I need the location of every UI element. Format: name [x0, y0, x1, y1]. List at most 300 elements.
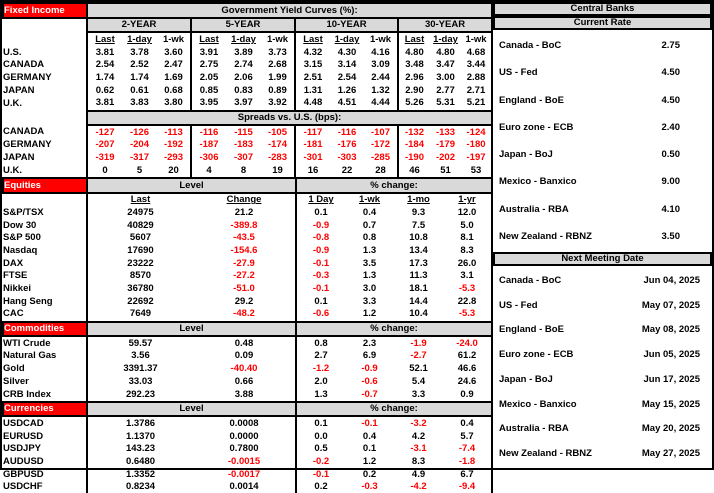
spread-cell: 0 — [87, 164, 122, 177]
change-cell: 21.2 — [234, 206, 254, 218]
spread-cell: -207 — [87, 139, 122, 152]
pct-change-title: % change: — [296, 402, 492, 417]
pct-cell: -0.1 — [296, 257, 345, 270]
yield-cell: 3.89 — [234, 46, 253, 58]
pct-cell: 46.6 — [443, 363, 492, 376]
pct-cell: 0.1 — [296, 295, 345, 308]
table-row — [3, 46, 492, 59]
level-title: Level — [87, 178, 296, 193]
pct-cell: 3.1 — [443, 270, 492, 283]
col-header-change: Change — [226, 194, 262, 206]
level-cell: 1.1370 — [87, 430, 193, 443]
pct-cell: 5.7 — [443, 430, 492, 443]
pct-cell: 2.7 — [296, 350, 345, 363]
meeting-date: Jun 04, 2025 — [643, 274, 700, 286]
yield-cell: 3.48 — [398, 59, 430, 72]
yield-cell: 2.88 — [461, 71, 492, 84]
rate-value: 2.40 — [661, 121, 680, 133]
pct-cell: 0.1 — [362, 443, 377, 455]
yield-cell: 2.54 — [87, 59, 122, 72]
pct-cell: -0.7 — [361, 388, 378, 400]
pct-cell: 10.8 — [409, 232, 428, 244]
row-label: S&P/TSX — [3, 206, 44, 218]
pct-cell: 17.3 — [409, 257, 428, 269]
bank-name: Canada - BoC — [499, 40, 562, 52]
table-row — [3, 219, 492, 232]
spread-cell: -183 — [233, 139, 253, 151]
spread-cell: -192 — [163, 139, 183, 151]
rate-value: 4.10 — [661, 203, 680, 215]
yield-cell: 0.61 — [130, 84, 149, 96]
pct-cell: -2.7 — [410, 350, 427, 362]
yield-cell: 1.99 — [268, 72, 287, 84]
yield-cell: 2.75 — [191, 59, 226, 72]
pct-cell: 0.4 — [362, 430, 377, 442]
table-row — [3, 375, 492, 388]
rate-value: 2.75 — [661, 40, 680, 52]
column-header-row — [3, 32, 492, 46]
level-cell: 0.8234 — [87, 481, 193, 493]
pct-change-title: % change: — [296, 178, 492, 193]
level-cell: 40829 — [87, 219, 193, 232]
col-header-last: Last — [87, 32, 122, 46]
bank-name: Japan - BoJ — [499, 373, 553, 385]
bank-name: Euro zone - ECB — [499, 349, 574, 361]
table-row — [3, 363, 492, 376]
spread-cell: -197 — [461, 152, 492, 165]
yield-cell: 4.30 — [337, 46, 357, 58]
change-cell: 0.0014 — [229, 481, 259, 493]
spread-cell: -202 — [435, 152, 455, 164]
spread-cell: -124 — [461, 125, 492, 139]
pct-cell: -24.0 — [443, 336, 492, 350]
row-label: FTSE — [3, 270, 28, 282]
section-label-equities: Equities — [3, 178, 87, 193]
pct-cell: 5.4 — [411, 375, 426, 387]
bank-name: US - Fed — [499, 67, 538, 79]
change-cell: 0.0008 — [229, 417, 259, 429]
pct-cell: 0.1 — [296, 416, 345, 430]
table-row — [3, 164, 492, 177]
pct-cell: 5.0 — [443, 219, 492, 232]
spread-cell: 19 — [272, 164, 283, 176]
col-header-1day: 1-day — [127, 33, 152, 45]
change-cell: 0.66 — [234, 375, 254, 387]
yield-cell: 3.60 — [164, 46, 183, 58]
pct-cell: 8.3 — [443, 244, 492, 257]
pct-cell: -0.1 — [296, 468, 345, 481]
col-header-1wk: 1-wk — [369, 33, 392, 45]
pct-cell: -0.6 — [296, 308, 345, 321]
table-row — [3, 468, 492, 481]
level-cell: 36780 — [87, 282, 193, 295]
section-label-commodities: Commodities — [3, 322, 87, 337]
yield-cell: 3.80 — [164, 97, 183, 109]
pct-cell: 0.8 — [296, 336, 345, 350]
col-header-1wk: 1-wk — [162, 33, 185, 45]
fixed-income-table — [2, 2, 493, 177]
pct-cell: 4.9 — [411, 468, 426, 480]
spread-cell: -132 — [398, 125, 430, 139]
yield-cell: 0.89 — [268, 84, 287, 96]
rate-value: 3.50 — [661, 230, 680, 242]
rate-value: 9.00 — [661, 176, 680, 188]
column-header-row — [3, 193, 492, 207]
meeting-row — [493, 448, 712, 459]
tenor-header-row — [3, 18, 492, 33]
meeting-row — [493, 374, 712, 385]
yield-cell: 1.74 — [130, 72, 149, 84]
row-label: USDJPY — [3, 443, 42, 455]
tenor-header-30yr: 30-YEAR — [398, 18, 492, 33]
pct-cell: 0.5 — [296, 443, 345, 456]
change-cell: -48.2 — [233, 308, 255, 320]
spread-cell: -306 — [191, 152, 226, 165]
meeting-date: Jun 05, 2025 — [643, 349, 700, 361]
col-header-1wk: 1-wk — [358, 194, 381, 206]
meeting-row — [493, 300, 712, 311]
pct-cell: -0.2 — [296, 455, 345, 468]
yield-cell: 2.90 — [398, 84, 430, 97]
spread-cell: -181 — [295, 139, 330, 152]
spread-cell: 16 — [295, 164, 330, 177]
pct-cell: 3.5 — [362, 257, 377, 269]
spread-cell: -319 — [87, 152, 122, 165]
change-cell: -27.2 — [233, 270, 255, 282]
pct-cell: 3.3 — [411, 388, 426, 400]
section-header-row — [3, 322, 492, 337]
table-row — [3, 125, 492, 139]
level-cell: 8570 — [87, 270, 193, 283]
yield-cell: 3.83 — [130, 97, 149, 109]
tenor-header-5yr: 5-YEAR — [191, 18, 295, 33]
change-cell: 0.0000 — [229, 430, 259, 442]
yield-cell: 2.71 — [461, 84, 492, 97]
level-cell: 22692 — [87, 295, 193, 308]
row-label: Nikkei — [3, 283, 31, 295]
table-row — [3, 270, 492, 283]
bank-name: Japan - BoJ — [499, 149, 553, 161]
pct-cell: 0.1 — [296, 206, 345, 219]
spread-cell: -176 — [337, 139, 357, 151]
pct-cell: 52.1 — [409, 363, 428, 375]
spread-cell: -116 — [337, 126, 357, 138]
row-label: CANADA — [3, 126, 45, 138]
spread-cell: -126 — [129, 126, 149, 138]
spread-cell: 28 — [375, 164, 386, 176]
yield-curves-title: Government Yield Curves (%): — [87, 3, 492, 18]
yield-cell: 4.32 — [295, 46, 330, 59]
pct-cell: -1.8 — [443, 455, 492, 468]
row-label: AUDUSD — [3, 455, 44, 467]
pct-cell: 13.4 — [409, 244, 428, 256]
table-row — [3, 336, 492, 350]
level-cell: 3.56 — [87, 350, 193, 363]
meeting-row — [493, 275, 712, 286]
rate-value: 0.50 — [661, 149, 680, 161]
level-cell: 1.3786 — [87, 416, 193, 430]
pct-cell: -0.9 — [296, 244, 345, 257]
spread-cell: -107 — [370, 126, 390, 138]
yield-cell: 3.95 — [191, 97, 226, 111]
spread-cell: -113 — [164, 126, 183, 138]
row-label: Natural Gas — [3, 350, 57, 362]
commodities-table — [2, 321, 493, 401]
table-row — [3, 443, 492, 456]
yield-cell: 3.81 — [87, 46, 122, 59]
row-label: U.S. — [3, 46, 22, 58]
spread-cell: -117 — [295, 125, 330, 139]
pct-cell: -0.6 — [361, 375, 378, 387]
yield-cell: 3.78 — [130, 46, 149, 58]
rate-value: 4.50 — [661, 94, 680, 106]
meeting-date: May 15, 2025 — [641, 398, 700, 410]
col-header-last: Last — [295, 32, 330, 46]
spread-cell: -116 — [191, 125, 226, 139]
yield-cell: 3.15 — [295, 59, 330, 72]
table-row — [3, 152, 492, 165]
spread-cell: 22 — [341, 164, 353, 176]
current-rate-title: Current Rate — [493, 16, 712, 30]
row-label: CANADA — [3, 59, 45, 71]
yield-cell: 1.74 — [87, 71, 122, 84]
yield-cell: 2.77 — [436, 84, 455, 96]
change-cell: 0.09 — [234, 350, 254, 362]
table-row — [3, 282, 492, 295]
yield-cell: 5.31 — [436, 97, 455, 109]
meeting-date: Jun 17, 2025 — [643, 373, 700, 385]
yield-cell: 4.68 — [461, 46, 492, 59]
table-row — [3, 257, 492, 270]
table-row — [3, 416, 492, 430]
meeting-date: May 27, 2025 — [641, 448, 700, 460]
rate-row — [493, 204, 712, 215]
yield-cell: 2.51 — [295, 71, 330, 84]
row-label: JAPAN — [3, 84, 35, 96]
change-cell: 3.88 — [234, 388, 254, 400]
col-header-1wk: 1-wk — [461, 32, 492, 46]
level-cell: 59.57 — [87, 336, 193, 350]
equities-table — [2, 177, 493, 321]
yield-cell: 3.09 — [371, 59, 390, 71]
yield-cell: 4.51 — [337, 97, 357, 109]
spread-cell: 53 — [461, 164, 492, 177]
col-header-last: Last — [191, 32, 226, 46]
pct-cell: -0.1 — [296, 282, 345, 295]
bank-name: Canada - BoC — [499, 274, 562, 286]
yield-cell: 4.16 — [371, 46, 390, 58]
meeting-row — [493, 324, 712, 335]
table-row — [3, 59, 492, 72]
pct-cell: 12.0 — [443, 206, 492, 219]
yield-cell: 0.83 — [234, 84, 253, 96]
market-tables — [2, 2, 491, 493]
change-cell: -40.40 — [230, 363, 258, 375]
pct-cell: -0.9 — [296, 219, 345, 232]
pct-cell: 3.3 — [362, 295, 377, 307]
row-label: USDCAD — [3, 417, 44, 429]
yield-cell: 2.74 — [234, 59, 253, 71]
pct-cell: 2.3 — [362, 337, 377, 349]
yield-cell: 2.96 — [398, 71, 430, 84]
row-label: S&P 500 — [3, 232, 41, 244]
bank-name: Australia - RBA — [499, 423, 569, 435]
row-label: GERMANY — [3, 139, 52, 151]
pct-cell: 0.9 — [443, 388, 492, 401]
level-cell: 0.6480 — [87, 455, 193, 468]
spread-cell: -133 — [435, 126, 455, 138]
row-label: DAX — [3, 257, 24, 269]
change-cell: 0.7800 — [229, 443, 259, 455]
pct-cell: 0.8 — [362, 232, 377, 244]
next-meeting-title: Next Meeting Date — [493, 252, 712, 266]
bank-name: New Zealand - RBNZ — [499, 448, 592, 460]
spread-cell: -105 — [267, 126, 287, 138]
change-cell: 0.48 — [234, 337, 254, 349]
yield-cell: 3.97 — [234, 97, 253, 109]
pct-cell: -0.1 — [361, 417, 378, 429]
level-cell: 23222 — [87, 257, 193, 270]
pct-cell: -0.3 — [296, 270, 345, 283]
section-label-fixed-income: Fixed Income — [3, 3, 87, 18]
section-header-row — [3, 178, 492, 193]
meeting-row — [493, 399, 712, 410]
yield-cell: 3.47 — [436, 59, 455, 71]
pct-change-title: % change: — [296, 322, 492, 337]
change-cell: -389.8 — [230, 219, 258, 231]
tenor-header-10yr: 10-YEAR — [295, 18, 398, 33]
next-meeting-list — [493, 266, 712, 468]
row-label: JAPAN — [3, 152, 35, 164]
meeting-row — [493, 423, 712, 434]
table-row — [3, 232, 492, 245]
level-cell: 292.23 — [87, 388, 193, 401]
bank-name: Australia - RBA — [499, 203, 569, 215]
yield-cell: 2.47 — [164, 59, 183, 71]
change-cell: -0.0015 — [227, 455, 261, 467]
spreads-header-row — [3, 111, 492, 126]
pct-cell: -0.9 — [361, 363, 378, 375]
spread-cell: -285 — [370, 152, 390, 164]
row-label: Dow 30 — [3, 219, 37, 231]
yield-cell: 1.31 — [295, 84, 330, 97]
change-cell: -0.0017 — [227, 468, 261, 480]
col-header-1day: 1-day — [334, 33, 360, 45]
change-cell: -154.6 — [230, 244, 258, 256]
yield-cell: 3.73 — [268, 46, 287, 58]
spread-cell: -187 — [191, 139, 226, 152]
yield-cell: 0.85 — [191, 84, 226, 97]
row-label: Nasdaq — [3, 244, 38, 256]
level-cell: 17690 — [87, 244, 193, 257]
row-label: Hang Seng — [3, 295, 53, 307]
row-label: CAC — [3, 308, 24, 320]
col-header-1day: 1-day — [433, 33, 458, 45]
change-cell: 29.2 — [234, 295, 254, 307]
level-cell: 5607 — [87, 232, 193, 245]
pct-cell: 11.3 — [409, 270, 428, 282]
row-label: U.K. — [3, 164, 22, 176]
yield-cell: 2.05 — [191, 71, 226, 84]
col-header-1day: 1 Day — [296, 193, 345, 207]
spread-cell: 5 — [136, 164, 143, 176]
pct-cell: 26.0 — [443, 257, 492, 270]
pct-cell: 1.3 — [362, 270, 377, 282]
section-label-currencies: Currencies — [3, 402, 87, 417]
yield-cell: 2.06 — [234, 72, 253, 84]
spread-cell: 51 — [440, 164, 451, 176]
spread-cell: -307 — [233, 152, 253, 164]
pct-cell: 8.1 — [443, 232, 492, 245]
spread-cell: -127 — [87, 125, 122, 139]
pct-cell: 0.7 — [362, 219, 377, 231]
rate-row — [493, 95, 712, 106]
yield-cell: 4.48 — [295, 97, 330, 111]
col-header-1mo: 1-mo — [407, 194, 430, 206]
spread-cell: -115 — [234, 126, 253, 138]
pct-cell: 1.3 — [296, 388, 345, 401]
row-label: GERMANY — [3, 72, 52, 84]
bank-name: England - BoE — [499, 94, 564, 106]
row-label: EURUSD — [3, 430, 44, 442]
currencies-table — [2, 401, 493, 493]
table-row — [3, 97, 492, 111]
bank-name: England - BoE — [499, 324, 564, 336]
pct-cell: 0.0 — [296, 430, 345, 443]
yield-cell: 5.26 — [398, 97, 430, 111]
row-label: CRB Index — [3, 388, 52, 400]
table-row — [3, 308, 492, 321]
pct-cell: -3.2 — [410, 417, 427, 429]
bank-name: Mexico - Banxico — [499, 176, 577, 188]
yield-cell: 1.26 — [337, 84, 357, 96]
col-header-last: Last — [87, 193, 193, 207]
pct-cell: 3.0 — [362, 283, 377, 295]
table-row — [3, 206, 492, 219]
pct-cell: 61.2 — [443, 350, 492, 363]
spread-cell: 46 — [398, 164, 430, 177]
col-header-1day: 1-day — [231, 33, 256, 45]
tenor-header-2yr: 2-YEAR — [87, 18, 191, 33]
section-header-row — [3, 402, 492, 417]
pct-cell: -0.3 — [361, 481, 378, 493]
section-header-row — [3, 3, 492, 18]
yield-cell: 5.21 — [461, 97, 492, 111]
spread-cell: -190 — [398, 152, 430, 165]
central-banks-title: Central Banks — [493, 2, 712, 16]
level-cell: 3391.37 — [87, 363, 193, 376]
spread-cell: -179 — [435, 139, 455, 151]
rate-row — [493, 231, 712, 242]
change-cell: -43.5 — [233, 232, 255, 244]
spread-cell: -172 — [370, 139, 390, 151]
table-row — [3, 139, 492, 152]
pct-cell: 22.8 — [443, 295, 492, 308]
bank-name: US - Fed — [499, 299, 538, 311]
level-cell: 24975 — [87, 206, 193, 219]
pct-cell: 6.9 — [362, 350, 377, 362]
spread-cell: -317 — [129, 152, 149, 164]
level-cell: 143.23 — [87, 443, 193, 456]
pct-cell: -7.4 — [443, 443, 492, 456]
spread-cell: -174 — [267, 139, 287, 151]
pct-cell: -4.2 — [410, 481, 427, 493]
level-title: Level — [87, 402, 296, 417]
spread-cell: -283 — [267, 152, 287, 164]
pct-cell: 6.7 — [443, 468, 492, 481]
yield-cell: 1.32 — [371, 84, 390, 96]
current-rate-list — [493, 30, 712, 252]
